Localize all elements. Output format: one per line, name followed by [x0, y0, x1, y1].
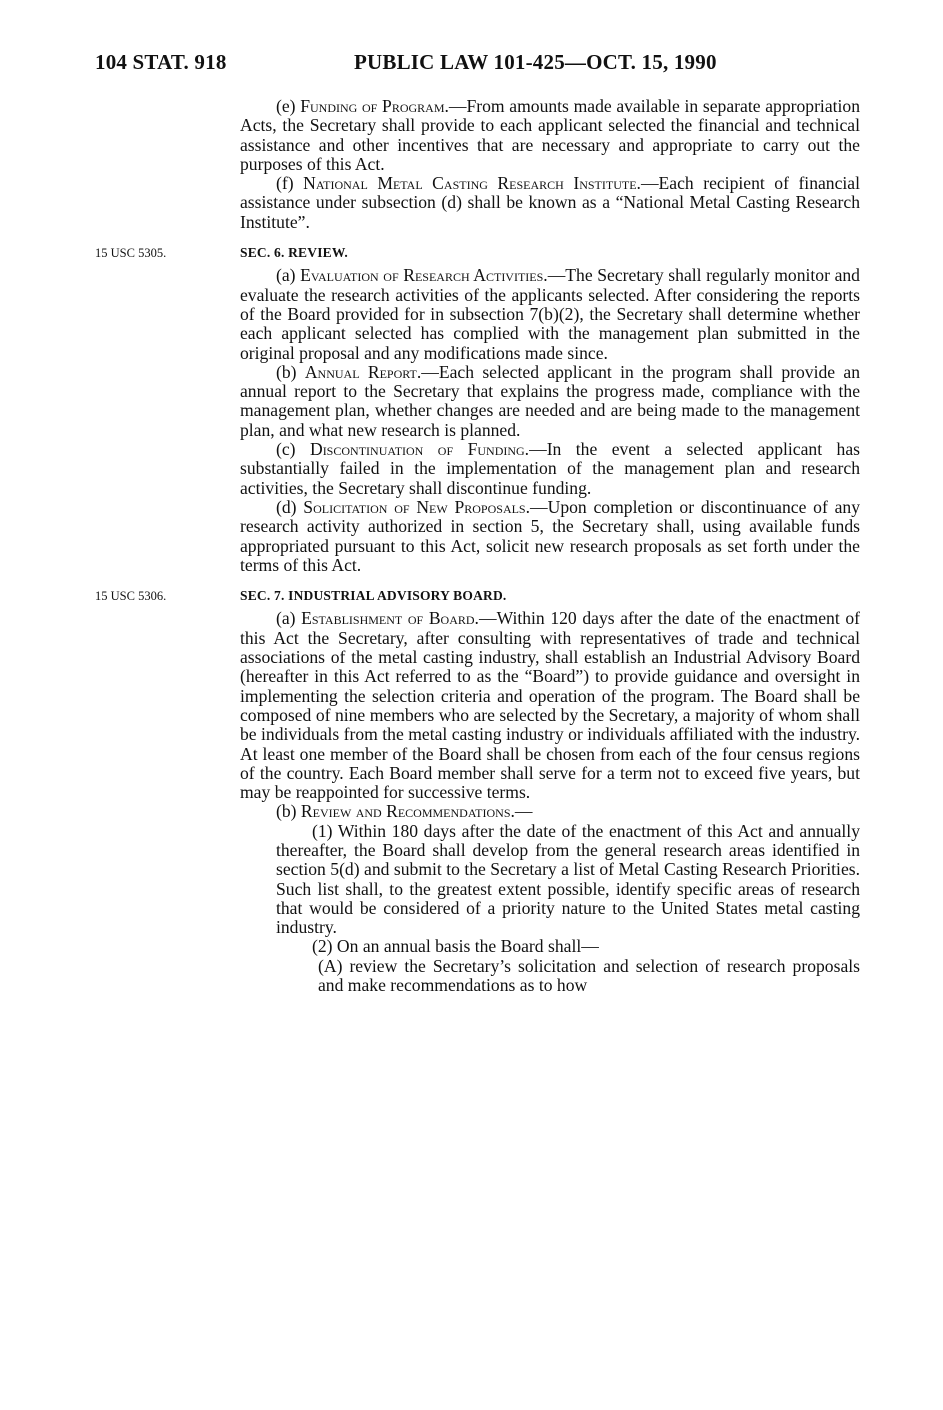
subsection-f-text: —Each recipient of financial assistance under subsection (d) shall be known as a “National Metal Casting Research Institute”.: [240, 173, 860, 232]
section-6-subsection-a: [240, 266, 860, 362]
section-6-d-heading: Solicitation of New Proposals.: [303, 496, 531, 517]
section-6-b-text: —Each selected applicant in the program shall provide an annual report to the Secretary that explains the progress made, compliance with the management plan, whether changes are needed and are being made to the management plan, and what new research is planned.: [240, 361, 860, 440]
subsection-f-heading: National Metal Casting Research Institute.: [303, 173, 641, 194]
section-6-b-heading: Annual Report.: [304, 361, 422, 382]
section-7-a-heading: Establishment of Board.: [301, 608, 479, 629]
section-6-c-lead: (c): [276, 439, 310, 460]
section-6-title: SEC. 6. REVIEW.: [240, 245, 348, 261]
section-7-subsection-b: [240, 802, 860, 821]
subsection-e-heading: Funding of Program.: [300, 96, 449, 116]
section-7-b-heading: Review and Recommendations.: [300, 801, 515, 822]
section-7-b-paragraph-2: (2) On an annual basis the Board shall—: [312, 936, 599, 957]
section-7-margin-note: 15 USC 5306.: [95, 589, 167, 604]
section-6-a-heading: Evaluation of Research Activities.: [300, 265, 548, 286]
section-6-a-lead: (a): [276, 265, 301, 286]
subsection-f-lead: (f): [276, 173, 304, 194]
section-7-subsection-a: [240, 609, 860, 802]
document-body: [95, 96, 860, 996]
section-7-title: SEC. 7. INDUSTRIAL ADVISORY BOARD.: [240, 588, 507, 604]
section-6-subsection-b: [240, 363, 860, 440]
section-7-b-2-subparagraph-a: (A) review the Secretary’s solicitation and selection of research proposals and make recommendations as to how: [318, 955, 860, 996]
section-7-b-paragraph-1: (1) Within 180 days after the date of the enactment of this Act and annually thereafter, the Board shall develop from the general research areas identified in section 5(d) and submit to the Secretary a list of Metal Casting Research Priorities. Such list shall, to the greatest extent possible, identify specific areas of research that would be considered of a priority nature to the United States metal casting industry.: [276, 820, 860, 938]
section-7-b-lead: (b): [276, 801, 301, 822]
public-law-title: PUBLIC LAW 101-425—OCT. 15, 1990: [354, 50, 717, 74]
section-7-a-text: —Within 120 days after the date of the enactment of this Act the Secretary, after consulting with representatives of trade and technical associations of the metal casting industry, shall establish an Industrial Advisory Board (hereafter in this Act referred to as the “Board”) to provide guidance and oversight in implementing the selection criteria and operation of the program. The Board shall be composed of nine members who are selected by the Secretary, a majority of whom shall be individuals from the metal casting industry or individuals affiliated with the industry. At least one member of the Board shall be chosen from each of the four census regions of the country. Each Board member shall serve for a term not to exceed five years, but may be reappointed for successive terms.: [240, 608, 860, 803]
section-6-c-heading: Discontinuation of Funding.: [309, 439, 530, 460]
section-6-margin-note: 15 USC 5305.: [95, 246, 167, 261]
section-7-b-text: —: [514, 801, 533, 822]
section-7-a-lead: (a): [276, 608, 302, 629]
section-6-a-text: —The Secretary shall regularly monitor and evaluate the research activities of the applicants selected. After considering the reports of the Board provided for in subsection 7(b)(2), the Secretary shall determine whether each applicant selected has complied with the management plan submitted in the original proposal and any modifications made since.: [240, 265, 860, 363]
statute-page-number: 104 STAT. 918: [95, 50, 227, 74]
section-6-d-lead: (d): [276, 496, 304, 517]
subsection-e-lead: (e): [276, 96, 301, 116]
page-header: [95, 50, 855, 80]
subsection-f: [240, 174, 860, 232]
subsection-e-text: —From amounts made available in separate appropriation Acts, the Secretary shall provide to each applicant selected the financial and technical assistance and other incentives that are necessary and appropriate to carry out the purposes of this Act.: [240, 96, 860, 174]
section-6-subsection-c: [240, 440, 860, 498]
section-6-subsection-d: [240, 498, 860, 575]
section-7-heading: [95, 586, 860, 605]
subsection-e: [240, 97, 860, 174]
section-6-b-lead: (b): [276, 361, 305, 382]
section-6-heading: [95, 243, 860, 262]
section-6-d-text: —Upon completion or discontinuance of any research activity authorized in section 5, the Secretary shall, using available funds appropriated pursuant to this Act, solicit new research proposals as set forth under the terms of this Act.: [240, 496, 860, 575]
section-6-c-text: —In the event a selected applicant has substantially failed in the implementation of the management plan and research activities, the Secretary shall discontinue funding.: [240, 439, 860, 498]
